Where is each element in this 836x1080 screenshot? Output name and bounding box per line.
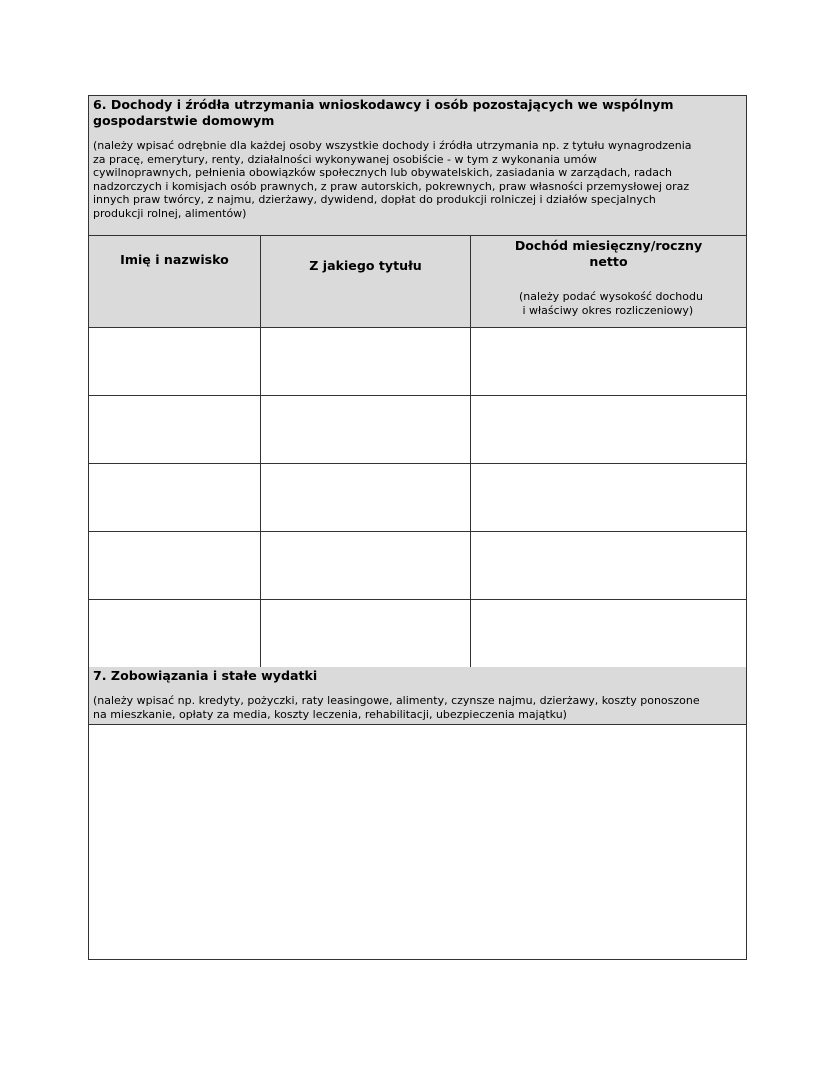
- section-6-note-line: nadzorczych i komisjach osób prawnych, z praw autorskich, pokrewnych, praw własności przemysłowej oraz: [93, 179, 690, 193]
- column-header-source-label: Z jakiego tytułu: [309, 258, 422, 273]
- section-7-note-line: (należy wpisać np. kredyty, pożyczki, raty leasingowe, alimenty, czynsze najmu, dzierżawy, koszty ponoszone: [93, 694, 700, 707]
- section-6-note-line: innych praw twórcy, z najmu, dzierżawy, dywidend, dopłat do produkcji rolniczej i działów specjalnych: [93, 193, 656, 206]
- section-6-note-line: za pracę, emerytury, renty, działalności wykonywanej osobiście - w tym z wykonania umów: [93, 152, 597, 166]
- table-row: [89, 328, 746, 396]
- income-cell[interactable]: [471, 328, 746, 395]
- section-6-title-line-2: gospodarstwie domowym: [93, 113, 275, 128]
- section-6-header: [89, 96, 746, 236]
- income-cell[interactable]: [471, 600, 746, 667]
- section-6-note-line: (należy wpisać odrębnie dla każdej osoby wszystkie dochody i źródła utrzymania np. z tytułu wynagrodzenia: [93, 139, 692, 152]
- name-cell[interactable]: [89, 396, 261, 463]
- table-row: [89, 396, 746, 464]
- source-cell[interactable]: [261, 464, 471, 531]
- income-cell[interactable]: [471, 396, 746, 463]
- column-header-name-label: Imię i nazwisko: [120, 252, 229, 267]
- section-7-note-line: na mieszkanie, opłaty za media, koszty leczenia, rehabilitacji, ubezpieczenia majątku): [93, 707, 567, 721]
- section-6-note-line: cywilnoprawnych, pełnienia obowiązków społecznych lub obywatelskich, zasiadania w zarządach, radach: [93, 166, 672, 179]
- table-row: [89, 464, 746, 532]
- income-form: [88, 95, 747, 960]
- income-table-header: [89, 236, 746, 328]
- source-cell[interactable]: [261, 600, 471, 667]
- source-cell[interactable]: [261, 532, 471, 599]
- column-header-income-label: [499, 236, 719, 270]
- income-cell[interactable]: [471, 532, 746, 599]
- table-row: [89, 600, 746, 668]
- section-6-title-line-1: 6. Dochody i źródła utrzymania wnioskodawcy i osób pozostających we wspólnym: [93, 97, 674, 112]
- source-cell[interactable]: [261, 328, 471, 395]
- column-header-name: [89, 236, 261, 327]
- section-6-note-line: produkcji rolnej, alimentów): [93, 206, 247, 220]
- name-cell[interactable]: [89, 532, 261, 599]
- table-row: [89, 532, 746, 600]
- income-cell[interactable]: [471, 464, 746, 531]
- section-6-title: [93, 97, 742, 129]
- income-label-line-1: Dochód miesięczny/roczny: [514, 238, 703, 253]
- column-header-income: [471, 236, 746, 327]
- income-note-line-1: (należy podać wysokość dochodu: [519, 290, 703, 303]
- name-cell[interactable]: [89, 464, 261, 531]
- section-6-instructions: [93, 139, 703, 220]
- section-7-header: [89, 667, 746, 725]
- obligations-entry-area[interactable]: [89, 725, 746, 959]
- name-cell[interactable]: [89, 600, 261, 667]
- income-note-line-2: i właściwy okres rozliczeniowy): [519, 303, 694, 317]
- income-label-line-2: netto: [589, 254, 628, 269]
- name-cell[interactable]: [89, 328, 261, 395]
- source-cell[interactable]: [261, 396, 471, 463]
- column-header-income-note: [519, 290, 719, 317]
- column-header-source: [261, 236, 471, 327]
- section-7-instructions: [93, 694, 733, 721]
- section-7-title: 7. Zobowiązania i stałe wydatki: [93, 668, 318, 683]
